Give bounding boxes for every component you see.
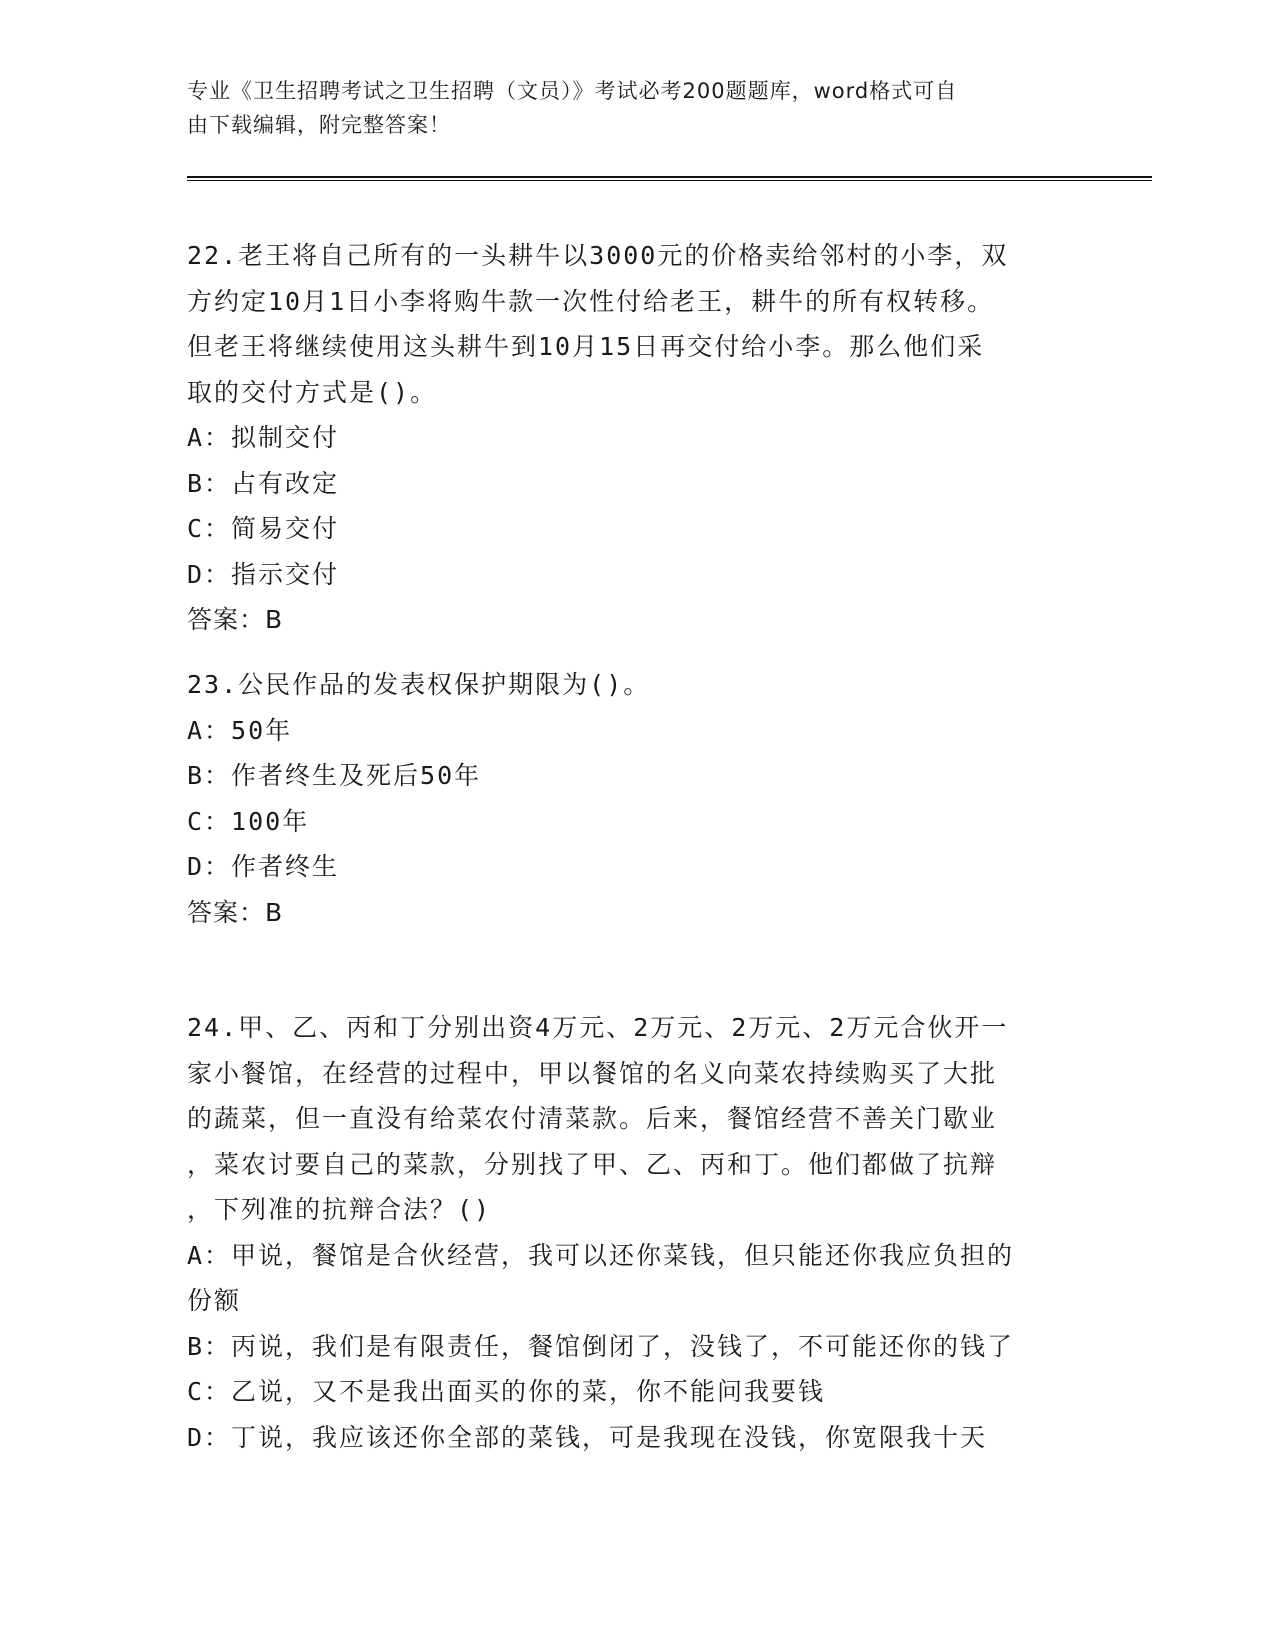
option-d: D：丁说，我应该还你全部的菜钱，可是我现在没钱，你宽限我十天	[187, 1422, 988, 1452]
header-line-1: 专业《卫生招聘考试之卫生招聘（文员）》考试必考200题题库，word格式可自	[187, 79, 958, 103]
question-line: 但老王将继续使用这头耕牛到10月15日再交付给小李。那么他们采	[187, 332, 985, 361]
option-a: A：50年	[187, 715, 293, 745]
answer: 答案：B	[187, 605, 284, 634]
question-line: ，下列准的抗辩合法？()	[187, 1195, 492, 1224]
header-line-2: 由下载编辑，附完整答案！	[187, 113, 451, 137]
document-header	[187, 74, 1067, 142]
header-divider	[187, 176, 1152, 181]
question-line: ，菜农讨要自己的菜款，分别找了甲、乙、丙和丁。他们都做了抗辩	[187, 1149, 998, 1179]
option-a-continued: 份额	[187, 1286, 242, 1315]
question-line: 22.老王将自己所有的一头耕牛以3000元的价格卖给邻村的小李，双	[187, 241, 1009, 270]
question-line: 23.公民作品的发表权保护期限为()。	[187, 670, 651, 699]
option-c: C：乙说，又不是我出面买的你的菜，你不能问我要钱	[187, 1377, 826, 1406]
option-a: A：拟制交付	[187, 423, 340, 452]
option-c: C：简易交付	[187, 514, 340, 543]
question-line: 的蔬菜，但一直没有给菜农付清菜款。后来，餐馆经营不善关门歇业	[187, 1104, 998, 1133]
question-23	[187, 662, 1087, 935]
question-22	[187, 233, 1087, 643]
option-b: B：占有改定	[187, 468, 340, 498]
question-line: 取的交付方式是()。	[187, 377, 438, 407]
option-d: D：作者终生	[187, 852, 340, 881]
question-line: 24.甲、乙、丙和丁分别出资4万元、2万元、2万元、2万元合伙开一	[187, 1013, 1009, 1042]
question-24	[187, 1005, 1087, 1460]
option-c: C：100年	[187, 806, 310, 836]
answer: 答案：B	[187, 897, 284, 927]
option-d: D：指示交付	[187, 559, 340, 589]
question-line: 家小餐馆，在经营的过程中，甲以餐馆的名义向菜农持续购买了大批	[187, 1058, 998, 1088]
question-line: 方约定10月1日小李将购牛款一次性付给老王，耕牛的所有权转移。	[187, 286, 995, 316]
option-b: B：作者终生及死后50年	[187, 761, 482, 790]
option-b: B：丙说，我们是有限责任，餐馆倒闭了，没钱了，不可能还你的钱了	[187, 1331, 1015, 1361]
option-a: A：甲说，餐馆是合伙经营，我可以还你菜钱，但只能还你我应负担的	[187, 1240, 1015, 1270]
